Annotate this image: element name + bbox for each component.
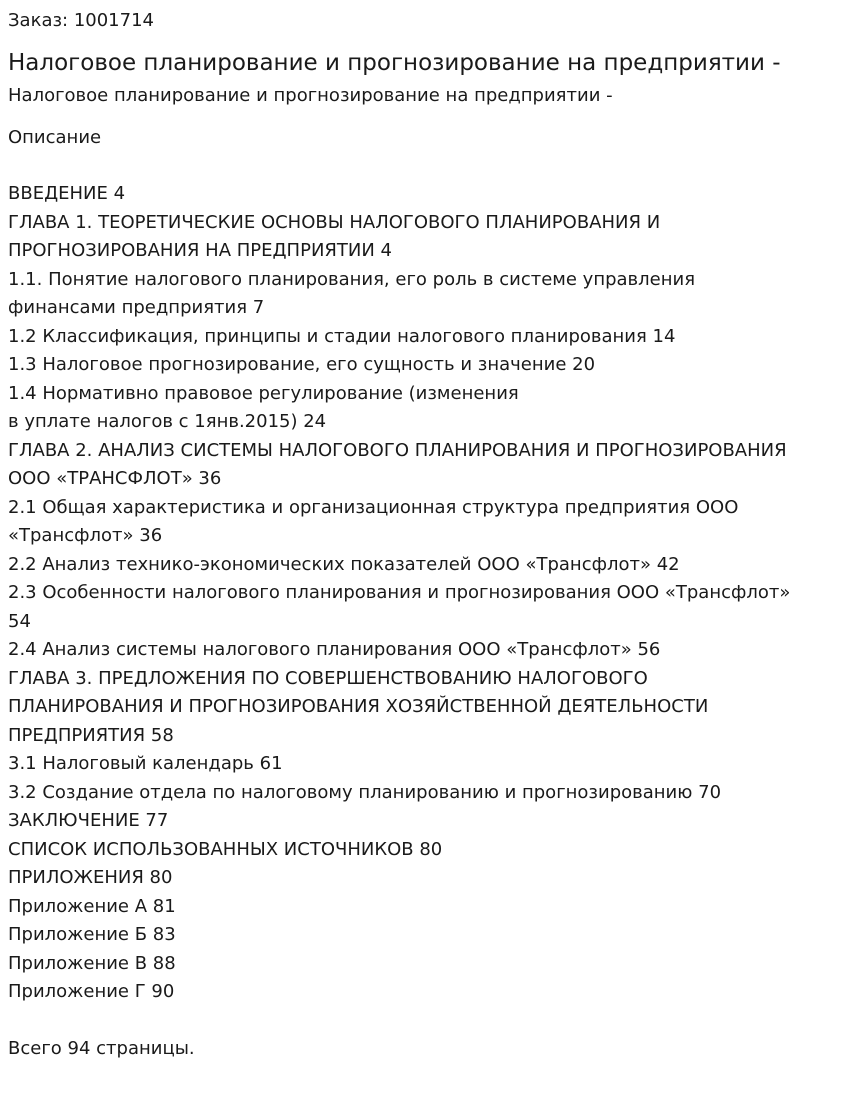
toc-line: 1.3 Налоговое прогнозирование, его сущность и значение 20: [8, 354, 596, 375]
toc-line: 1.4 Нормативно правовое регулирование (изменения: [8, 382, 519, 404]
order-number: Заказ: 1001714: [8, 10, 154, 31]
toc-line: ПРЕДПРИЯТИЯ 58: [8, 724, 174, 746]
toc-line: Приложение В 88: [8, 952, 176, 974]
toc-line: 54: [8, 610, 31, 632]
toc-line: ПЛАНИРОВАНИЯ И ПРОГНОЗИРОВАНИЯ ХОЗЯЙСТВЕННОЙ ДЕЯТЕЛЬНОСТИ: [8, 696, 709, 717]
description-heading: Описание: [8, 127, 102, 148]
toc-line: ООО «ТРАНСФЛОТ» 36: [8, 468, 222, 489]
page-title: Налоговое планирование и прогнозирование на предприятии -: [8, 50, 781, 76]
toc-line: 3.2 Создание отдела по налоговому планированию и прогнозированию 70: [8, 781, 722, 803]
toc-line: ГЛАВА 3. ПРЕДЛОЖЕНИЯ ПО СОВЕРШЕНСТВОВАНИЮ НАЛОГОВОГО: [8, 667, 648, 689]
toc-line: Приложение А 81: [8, 895, 176, 917]
toc-line: ЗАКЛЮЧЕНИЕ 77: [8, 810, 169, 831]
toc-line: 2.1 Общая характеристика и организационная структура предприятия ООО: [8, 496, 739, 518]
toc-line: в уплате налогов с 1янв.2015) 24: [8, 411, 327, 432]
toc-line: 2.2 Анализ технико-экономических показателей ООО «Трансфлот» 42: [8, 553, 680, 575]
toc-line: 2.3 Особенности налогового планирования и прогнозирования ООО «Трансфлот»: [8, 582, 791, 603]
toc-line: ГЛАВА 2. АНАЛИЗ СИСТЕМЫ НАЛОГОВОГО ПЛАНИРОВАНИЯ И ПРОГНОЗИРОВАНИЯ: [8, 439, 787, 461]
total-pages: Всего 94 страницы.: [8, 1037, 195, 1059]
toc-line: 2.4 Анализ системы налогового планирования ООО «Трансфлот» 56: [8, 639, 661, 660]
toc-line: 1.1. Понятие налогового планирования, его роль в системе управления: [8, 268, 696, 290]
toc-line: финансами предприятия 7: [8, 297, 265, 318]
toc-line: ВВЕДЕНИЕ 4: [8, 183, 126, 204]
toc-line: ПРИЛОЖЕНИЯ 80: [8, 867, 173, 888]
toc-line: 1.2 Классификация, принципы и стадии налогового планирования 14: [8, 325, 676, 347]
toc-line: ГЛАВА 1. ТЕОРЕТИЧЕСКИЕ ОСНОВЫ НАЛОГОВОГО ПЛАНИРОВАНИЯ И: [8, 211, 661, 233]
table-of-contents: [8, 180, 839, 1007]
page-subtitle: Налоговое планирование и прогнозирование на предприятии -: [8, 85, 613, 106]
toc-line: «Трансфлот» 36: [8, 525, 163, 546]
toc-line: 3.1 Налоговый календарь 61: [8, 753, 283, 774]
toc-line: ПРОГНОЗИРОВАНИЯ НА ПРЕДПРИЯТИИ 4: [8, 240, 393, 261]
toc-line: СПИСОК ИСПОЛЬЗОВАННЫХ ИСТОЧНИКОВ 80: [8, 838, 443, 860]
toc-line: Приложение Б 83: [8, 924, 176, 945]
toc-line: Приложение Г 90: [8, 981, 175, 1002]
